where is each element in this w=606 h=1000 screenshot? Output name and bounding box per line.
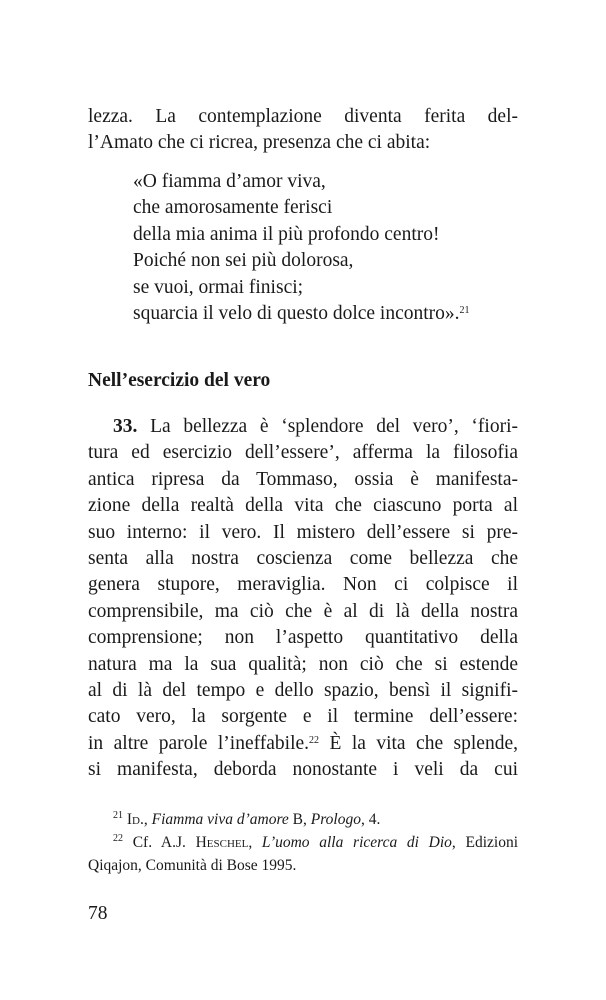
text-line: lezza. La contemplazione diventa ferita del- bbox=[88, 106, 518, 127]
footnote-author: Id. bbox=[126, 811, 144, 828]
footnote-title: Prologo bbox=[310, 811, 361, 828]
verse-line: Poiché non sei più dolorosa, bbox=[133, 250, 354, 272]
footnote-author: Heschel bbox=[195, 834, 249, 851]
text-line: suo interno: il vero. Il mistero dell’essere si pre- bbox=[88, 521, 518, 543]
text-span: B, bbox=[288, 811, 311, 828]
text-line: tura ed esercizio dell’essere’, afferma la filosofia bbox=[88, 442, 518, 464]
text-line bbox=[88, 731, 518, 757]
footnote-ref: 22 bbox=[309, 734, 320, 746]
verse-line-text: squarcia il velo di questo dolce incontro». bbox=[133, 302, 460, 324]
verse-line: della mia anima il più profondo centro! bbox=[133, 223, 440, 245]
text-span: È la vita che splende, bbox=[319, 732, 518, 754]
text-span: , bbox=[248, 834, 262, 851]
page-number: 78 bbox=[88, 903, 108, 924]
footnotes bbox=[88, 808, 518, 877]
text-line: antica ripresa da Tommaso, ossia è manifesta- bbox=[88, 468, 518, 490]
footnote-22-continuation: Qiqajon, Comunità di Bose 1995. bbox=[88, 857, 297, 874]
verse-line: che amorosamente ferisci bbox=[133, 197, 333, 219]
text-span: , Edizioni bbox=[451, 834, 519, 851]
text-line: si manifesta, deborda nonostante i veli da cui bbox=[88, 759, 518, 781]
paragraph-33 bbox=[88, 414, 518, 783]
verse-line: se vuoi, ormai finisci; bbox=[133, 276, 304, 298]
verse-line: «O fiamma d’amor viva, bbox=[133, 171, 326, 192]
text-line: comprensione; non l’aspetto quantitativo della bbox=[88, 627, 518, 649]
intro-text bbox=[88, 104, 518, 157]
text-span: , 4. bbox=[360, 811, 381, 828]
text-span: , bbox=[143, 811, 152, 828]
text-line: comprensibile, ma ciò che è al di là della nostra bbox=[88, 600, 518, 622]
text-span: Cf. A.J. bbox=[123, 834, 196, 851]
text-line: senta alla nostra coscienza come bellezza che bbox=[88, 547, 518, 569]
footnote-title: Fiamma viva d’amore bbox=[151, 811, 289, 828]
verse-quote bbox=[133, 169, 533, 327]
text-line: zione della realtà della vita che ciascuno porta al bbox=[88, 495, 518, 517]
footnote-22 bbox=[88, 831, 518, 854]
text-line: genera stupore, meraviglia. Non ci colpisce il bbox=[88, 574, 518, 596]
text-line: natura ma la sua qualità; non ciò che si estende bbox=[88, 653, 518, 675]
text-span: La bellezza è ‘splendore del vero’, ‘fiori- bbox=[137, 416, 518, 437]
footnote-number: 22 bbox=[113, 833, 123, 844]
text-line: l’Amato che ci ricrea, presenza che ci abita: bbox=[88, 132, 431, 154]
footnote-ref: 21 bbox=[459, 304, 470, 316]
verse-line bbox=[133, 301, 533, 327]
footnote-21 bbox=[88, 808, 518, 831]
text-line bbox=[88, 414, 518, 440]
section-heading: Nell’esercizio del vero bbox=[88, 370, 271, 391]
text-line: al di là del tempo e dello spazio, bensì il signifi- bbox=[88, 679, 518, 701]
text-line: cato vero, la sorgente e il termine dell’essere: bbox=[88, 706, 518, 728]
footnote-number: 21 bbox=[113, 810, 123, 821]
footnote-title: L’uomo alla ricerca di Dio bbox=[261, 834, 452, 851]
paragraph-number: 33. bbox=[113, 416, 138, 437]
text-span: in altre parole l’ineffabile. bbox=[88, 732, 310, 754]
